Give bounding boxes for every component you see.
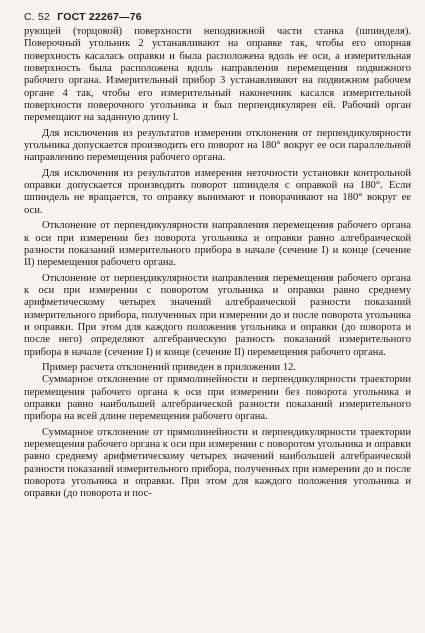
paragraph-total-deviation-with-rotation: Суммарное отклонение от прямолинейности и перпендикулярности траектории перемещения рабочего органа к оси при измерении с поворотом угольника и оправки равно среднему арифметическому четырех значений наибольшей алгебраической разности показаний измерительного прибора, полученных при измерении до и после поворота угольника и оправки. При этом для каждого положения угольника и оправки (до поворота и пос- (24, 426, 411, 500)
paragraph-example-reference: Пример расчета отклонений приведен в приложении 12. (42, 361, 297, 373)
body-text (24, 26, 411, 501)
paragraph-deviation-with-rotation: Отклонение от перпендикулярности направления перемещения рабочего органа к оси при измерении с поворотом угольника и оправки равно среднему арифметическому четырех значений алгебраической разности показаний измерительного прибора, полученных при измерении до и после поворота угольника и оправки. При этом для каждого положения угольника и оправки (до поворота и после него) определяют алгебраическую разность показаний измерительного прибора в начале (сечение I) и конце (сечение II) перемещения рабочего органа. (24, 272, 411, 358)
paragraph-total-deviation-without-rotation: Суммарное отклонение от прямолинейности и перпендикулярности траектории перемещения рабочего органа к оси при измерении без поворота угольника и оправки равно наибольшей алгебраической разности показаний измерительного прибора на всей длине перемещения рабочего органа. (24, 374, 411, 423)
standard-code: ГОСТ 22267—76 (57, 11, 142, 23)
paragraph-rotation-square: Для исключения из результатов измерения отклонения от перпендикулярности угольника допускается производить его поворот на 180° вокруг ее оси параллельной направлению перемещения рабочего органа. (24, 127, 411, 164)
paragraph-rotation-spindle: Для исключения из результатов измерения неточности установки контрольной оправки допускается производить поворот шпинделя с оправкой на 180°. Если шпиндель не вращается, то оправку вынимают и поворачивают на 180° вокруг ее оси. (24, 167, 411, 216)
paragraph-deviation-without-rotation: Отклонение от перпендикулярности направления перемещения рабочего органа к оси при измерении без поворота угольника и оправки равно алгебраической разности показаний измерительного прибора в начале (сечение I) и конце (сечение II) перемещения рабочего органа. (24, 220, 411, 269)
page-number: С. 52 (24, 11, 51, 23)
page-header (24, 11, 411, 25)
paragraph-continuation: рующей (торцовой) поверхности неподвижной части станка (шпинделя). Поверочный угольник 2 устанавливают на оправке так, чтобы его опорная поверхность касалась оправки и была расположена вдоль ее оси, а измерительная поверхность была расположена вдоль направления перемещения подвижного рабочего органа. Измерительный прибор 3 устанавливают на подвижном рабочем органе 4 так, чтобы его измерительный наконечник касался измерительной поверхности поверочного угольника и был перпендикулярен ей. Рабочий орган перемещают на заданную длину l. (24, 26, 411, 124)
